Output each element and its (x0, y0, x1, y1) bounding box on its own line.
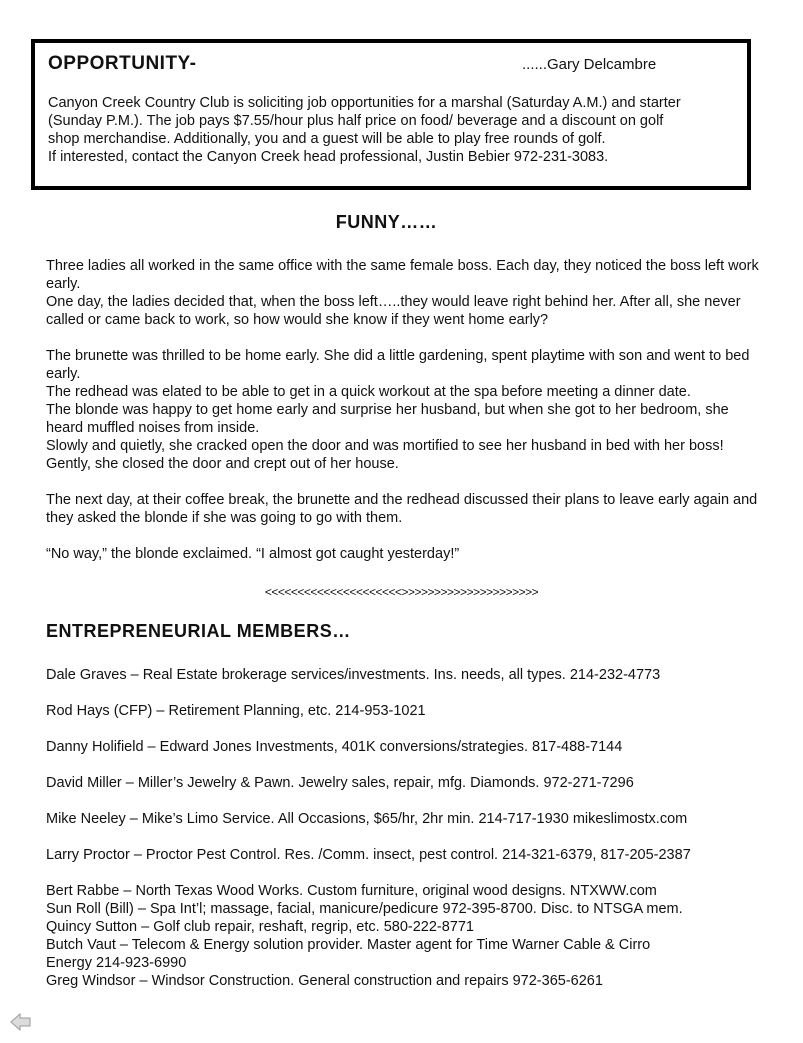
member-row: Quincy Sutton – Golf club repair, reshaft, regrip, etc. 580-222-8771 (46, 919, 474, 935)
members-title: ENTREPRENEURIAL MEMBERS… (46, 621, 351, 641)
story-paragraph: The blonde was happy to get home early and surprise her husband, but when she got to her bedroom, she heard muffled noises from inside. (46, 402, 729, 436)
member-row: David Miller – Miller’s Jewelry & Pawn. Jewelry sales, repair, mfg. Diamonds. 972-271-7296 (46, 775, 634, 791)
back-arrow-icon[interactable] (10, 1012, 32, 1032)
opportunity-line: If interested, contact the Canyon Creek head professional, Justin Bebier 972-231-3083. (48, 149, 609, 165)
member-row: Mike Neeley – Mike’s Limo Service. All Occasions, $65/hr, 2hr min. 214-717-1930 mikeslimostx.com (46, 811, 688, 827)
row-gap (46, 756, 776, 774)
story-paragraph: The redhead was elated to be able to get in a quick workout at the spa before meeting a dinner date. (46, 384, 691, 400)
story-paragraph: “No way,” the blonde exclaimed. “I almost got caught yesterday!” (46, 546, 460, 562)
paragraph-gap (46, 527, 766, 545)
funny-story (46, 257, 766, 563)
member-row: Energy 214-923-6990 (46, 955, 187, 971)
member-row: Rod Hays (CFP) – Retirement Planning, etc. 214-953-1021 (46, 703, 426, 719)
member-row: Sun Roll (Bill) – Spa Int’l; massage, facial, manicure/pedicure 972-395-8700. Disc. to NTSGA mem. (46, 901, 683, 917)
row-gap (46, 720, 776, 738)
member-row: Greg Windsor – Windsor Construction. General construction and repairs 972-365-6261 (46, 973, 603, 989)
story-paragraph: The brunette was thrilled to be home early. She did a little gardening, spent playtime with son and went to bed early. (46, 348, 750, 382)
opportunity-line: Canyon Creek Country Club is soliciting job opportunities for a marshal (Saturday A.M.) and starter (48, 95, 681, 111)
member-row: Dale Graves – Real Estate brokerage services/investments. Ins. needs, all types. 214-232-4773 (46, 667, 661, 683)
opportunity-line: (Sunday P.M.). The job pays $7.55/hour plus half price on food/ beverage and a discount on golf (48, 113, 664, 129)
paragraph-gap (46, 329, 766, 347)
story-paragraph: One day, the ladies decided that, when the boss left…..they would leave right behind her. After all, she never called or came back to work, so how would she know if they went home early? (46, 294, 741, 328)
paragraph-gap (46, 473, 766, 491)
member-row: Danny Holifield – Edward Jones Investments, 401K conversions/strategies. 817-488-7144 (46, 739, 623, 755)
opportunity-box (31, 39, 751, 190)
section-divider: <<<<<<<<<<<<<<<<<<<<<>>>>>>>>>>>>>>>>>>>>> (264, 585, 539, 599)
member-row: Bert Rabbe – North Texas Wood Works. Custom furniture, original wood designs. NTXWW.com (46, 883, 657, 899)
member-row: Butch Vaut – Telecom & Energy solution provider. Master agent for Time Warner Cable & Cirro (46, 937, 651, 953)
opportunity-body (48, 94, 748, 166)
funny-title: FUNNY…… (335, 212, 438, 232)
row-gap (46, 828, 776, 846)
opportunity-line: shop merchandise. Additionally, you and a guest will be able to play free rounds of golf. (48, 131, 606, 147)
row-gap (46, 684, 776, 702)
row-gap (46, 792, 776, 810)
member-row: Larry Proctor – Proctor Pest Control. Res. /Comm. insect, pest control. 214-321-6379, 817-205-2387 (46, 847, 691, 863)
opportunity-title: OPPORTUNITY- (48, 53, 197, 74)
story-paragraph: Slowly and quietly, she cracked open the door and was mortified to see her husband in bed with her boss! Gently, she closed the door and crept out of her house. (46, 438, 724, 472)
story-paragraph: The next day, at their coffee break, the brunette and the redhead discussed their plans to leave early again and they asked the blonde if she was going to go with them. (46, 492, 758, 526)
row-gap (46, 864, 776, 882)
opportunity-author: ......Gary Delcambre (522, 56, 657, 73)
story-paragraph: Three ladies all worked in the same office with the same female boss. Each day, they noticed the boss left work early. (46, 258, 759, 292)
members-list (46, 666, 776, 990)
